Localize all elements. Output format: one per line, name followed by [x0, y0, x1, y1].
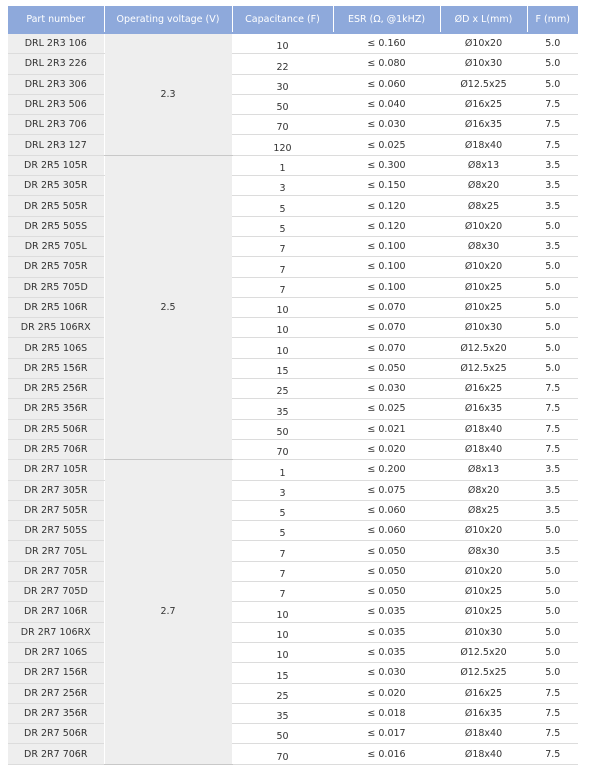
cell-capacitance: 3 [232, 176, 333, 196]
header-lead-spacing: F (mm) [527, 6, 578, 33]
cell-esr: ≤ 0.150 [333, 176, 440, 196]
cell-lead-spacing: 3.5 [527, 196, 578, 216]
header-part-number: Part number [8, 6, 104, 33]
cell-lead-spacing: 5.0 [527, 257, 578, 277]
header-esr: ESR (Ω, @1kHZ) [333, 6, 440, 33]
cell-capacitance: 10 [232, 642, 333, 662]
table-row [8, 744, 578, 764]
table-row [8, 460, 578, 480]
table-row [8, 236, 578, 256]
cell-esr: ≤ 0.018 [333, 703, 440, 723]
cell-part-number: DRL 2R3 226 [8, 54, 104, 74]
cell-dimensions: Ø10x30 [440, 54, 527, 74]
cell-part-number: DR 2R5 256R [8, 379, 104, 399]
cell-part-number: DR 2R5 356R [8, 399, 104, 419]
cell-lead-spacing: 7.5 [527, 94, 578, 114]
cell-dimensions: Ø16x35 [440, 115, 527, 135]
cell-esr: ≤ 0.025 [333, 135, 440, 155]
table-row [8, 176, 578, 196]
cell-part-number: DR 2R7 305R [8, 480, 104, 500]
cell-lead-spacing: 5.0 [527, 561, 578, 581]
cell-dimensions: Ø18x40 [440, 419, 527, 439]
cell-part-number: DRL 2R3 127 [8, 135, 104, 155]
cell-esr: ≤ 0.020 [333, 683, 440, 703]
table-row [8, 318, 578, 338]
table-header [8, 6, 578, 33]
cell-esr: ≤ 0.035 [333, 642, 440, 662]
table-row [8, 338, 578, 358]
cell-lead-spacing: 5.0 [527, 54, 578, 74]
cell-capacitance: 7 [232, 236, 333, 256]
cell-esr: ≤ 0.080 [333, 54, 440, 74]
cell-part-number: DR 2R5 506R [8, 419, 104, 439]
table-row [8, 663, 578, 683]
cell-dimensions: Ø8x13 [440, 155, 527, 175]
cell-esr: ≤ 0.030 [333, 663, 440, 683]
cell-dimensions: Ø18x40 [440, 135, 527, 155]
cell-esr: ≤ 0.050 [333, 358, 440, 378]
cell-capacitance: 7 [232, 561, 333, 581]
cell-esr: ≤ 0.050 [333, 541, 440, 561]
cell-lead-spacing: 5.0 [527, 582, 578, 602]
cell-part-number: DR 2R7 105R [8, 460, 104, 480]
cell-lead-spacing: 3.5 [527, 500, 578, 520]
table-row [8, 196, 578, 216]
cell-dimensions: Ø16x25 [440, 683, 527, 703]
cell-lead-spacing: 7.5 [527, 683, 578, 703]
cell-dimensions: Ø10x20 [440, 33, 527, 54]
table-row [8, 216, 578, 236]
cell-dimensions: Ø16x35 [440, 703, 527, 723]
cell-lead-spacing: 5.0 [527, 663, 578, 683]
cell-dimensions: Ø10x30 [440, 318, 527, 338]
cell-capacitance: 10 [232, 33, 333, 54]
cell-capacitance: 7 [232, 277, 333, 297]
cell-lead-spacing: 3.5 [527, 236, 578, 256]
cell-esr: ≤ 0.100 [333, 236, 440, 256]
cell-lead-spacing: 7.5 [527, 419, 578, 439]
table-row [8, 358, 578, 378]
cell-lead-spacing: 5.0 [527, 216, 578, 236]
cell-lead-spacing: 3.5 [527, 460, 578, 480]
cell-esr: ≤ 0.200 [333, 460, 440, 480]
cell-esr: ≤ 0.120 [333, 196, 440, 216]
cell-capacitance: 30 [232, 74, 333, 94]
cell-capacitance: 50 [232, 94, 333, 114]
cell-capacitance: 120 [232, 135, 333, 155]
table-row [8, 257, 578, 277]
cell-lead-spacing: 5.0 [527, 33, 578, 54]
cell-dimensions: Ø12.5x20 [440, 338, 527, 358]
cell-capacitance: 70 [232, 744, 333, 764]
cell-dimensions: Ø18x40 [440, 439, 527, 459]
cell-dimensions: Ø16x25 [440, 379, 527, 399]
cell-capacitance: 50 [232, 419, 333, 439]
cell-esr: ≤ 0.070 [333, 297, 440, 317]
cell-dimensions: Ø8x25 [440, 500, 527, 520]
cell-part-number: DR 2R7 356R [8, 703, 104, 723]
cell-part-number: DR 2R7 705D [8, 582, 104, 602]
cell-lead-spacing: 5.0 [527, 521, 578, 541]
cell-esr: ≤ 0.060 [333, 500, 440, 520]
cell-lead-spacing: 7.5 [527, 744, 578, 764]
cell-capacitance: 1 [232, 460, 333, 480]
cell-capacitance: 10 [232, 318, 333, 338]
cell-dimensions: Ø18x40 [440, 744, 527, 764]
table-row [8, 155, 578, 175]
table-row [8, 724, 578, 744]
cell-lead-spacing: 5.0 [527, 602, 578, 622]
cell-part-number: DR 2R5 106S [8, 338, 104, 358]
table-row [8, 480, 578, 500]
cell-part-number: DR 2R7 106RX [8, 622, 104, 642]
table-body [8, 33, 578, 764]
cell-capacitance: 1 [232, 155, 333, 175]
cell-capacitance: 25 [232, 379, 333, 399]
cell-part-number: DR 2R5 305R [8, 176, 104, 196]
cell-esr: ≤ 0.030 [333, 379, 440, 399]
cell-part-number: DR 2R5 106R [8, 297, 104, 317]
cell-lead-spacing: 5.0 [527, 338, 578, 358]
table-row [8, 379, 578, 399]
table-row [8, 622, 578, 642]
cell-capacitance: 10 [232, 622, 333, 642]
cell-esr: ≤ 0.025 [333, 399, 440, 419]
cell-esr: ≤ 0.100 [333, 277, 440, 297]
cell-dimensions: Ø8x30 [440, 541, 527, 561]
cell-capacitance: 10 [232, 297, 333, 317]
cell-dimensions: Ø12.5x25 [440, 74, 527, 94]
cell-operating-voltage: 2.5 [104, 155, 232, 459]
header-operating-voltage: Operating voltage (V) [104, 6, 232, 33]
cell-capacitance: 5 [232, 500, 333, 520]
cell-esr: ≤ 0.040 [333, 94, 440, 114]
cell-lead-spacing: 7.5 [527, 724, 578, 744]
cell-part-number: DRL 2R3 306 [8, 74, 104, 94]
cell-esr: ≤ 0.021 [333, 419, 440, 439]
cell-dimensions: Ø8x25 [440, 196, 527, 216]
cell-esr: ≤ 0.060 [333, 521, 440, 541]
table-row [8, 703, 578, 723]
cell-lead-spacing: 7.5 [527, 135, 578, 155]
cell-part-number: DR 2R7 156R [8, 663, 104, 683]
table-row [8, 419, 578, 439]
cell-part-number: DR 2R5 105R [8, 155, 104, 175]
cell-esr: ≤ 0.050 [333, 561, 440, 581]
cell-capacitance: 25 [232, 683, 333, 703]
cell-lead-spacing: 3.5 [527, 480, 578, 500]
spec-table [8, 6, 578, 765]
table-row [8, 54, 578, 74]
cell-dimensions: Ø10x20 [440, 561, 527, 581]
cell-capacitance: 3 [232, 480, 333, 500]
cell-operating-voltage: 2.3 [104, 33, 232, 155]
cell-capacitance: 70 [232, 439, 333, 459]
table-row [8, 500, 578, 520]
cell-lead-spacing: 5.0 [527, 622, 578, 642]
cell-esr: ≤ 0.300 [333, 155, 440, 175]
cell-part-number: DRL 2R3 506 [8, 94, 104, 114]
cell-part-number: DR 2R5 505S [8, 216, 104, 236]
cell-part-number: DR 2R5 705L [8, 236, 104, 256]
table-row [8, 439, 578, 459]
table-row [8, 521, 578, 541]
cell-dimensions: Ø12.5x25 [440, 663, 527, 683]
cell-part-number: DR 2R5 156R [8, 358, 104, 378]
cell-lead-spacing: 7.5 [527, 115, 578, 135]
cell-capacitance: 7 [232, 257, 333, 277]
cell-lead-spacing: 7.5 [527, 379, 578, 399]
cell-esr: ≤ 0.070 [333, 318, 440, 338]
cell-capacitance: 70 [232, 115, 333, 135]
cell-part-number: DR 2R5 505R [8, 196, 104, 216]
table-row [8, 277, 578, 297]
cell-lead-spacing: 5.0 [527, 358, 578, 378]
header-capacitance: Capacitance (F) [232, 6, 333, 33]
cell-part-number: DR 2R7 705R [8, 561, 104, 581]
cell-dimensions: Ø12.5x25 [440, 358, 527, 378]
cell-part-number: DR 2R7 705L [8, 541, 104, 561]
cell-dimensions: Ø10x25 [440, 277, 527, 297]
table-row [8, 561, 578, 581]
table-row [8, 582, 578, 602]
table-row [8, 541, 578, 561]
cell-capacitance: 35 [232, 703, 333, 723]
table-row [8, 33, 578, 54]
cell-capacitance: 15 [232, 663, 333, 683]
cell-lead-spacing: 7.5 [527, 439, 578, 459]
cell-dimensions: Ø10x30 [440, 622, 527, 642]
cell-esr: ≤ 0.160 [333, 33, 440, 54]
cell-capacitance: 7 [232, 582, 333, 602]
cell-dimensions: Ø16x35 [440, 399, 527, 419]
cell-dimensions: Ø8x13 [440, 460, 527, 480]
cell-lead-spacing: 7.5 [527, 703, 578, 723]
cell-part-number: DR 2R7 505S [8, 521, 104, 541]
table-row [8, 602, 578, 622]
table-row [8, 115, 578, 135]
cell-dimensions: Ø10x25 [440, 297, 527, 317]
table-row [8, 297, 578, 317]
cell-lead-spacing: 3.5 [527, 541, 578, 561]
table-row [8, 94, 578, 114]
cell-esr: ≤ 0.060 [333, 74, 440, 94]
cell-part-number: DRL 2R3 706 [8, 115, 104, 135]
cell-capacitance: 22 [232, 54, 333, 74]
cell-capacitance: 10 [232, 338, 333, 358]
cell-lead-spacing: 3.5 [527, 176, 578, 196]
cell-part-number: DR 2R7 256R [8, 683, 104, 703]
cell-esr: ≤ 0.035 [333, 602, 440, 622]
cell-esr: ≤ 0.100 [333, 257, 440, 277]
cell-part-number: DR 2R5 106RX [8, 318, 104, 338]
cell-esr: ≤ 0.050 [333, 582, 440, 602]
cell-capacitance: 5 [232, 521, 333, 541]
cell-lead-spacing: 5.0 [527, 297, 578, 317]
cell-dimensions: Ø8x20 [440, 480, 527, 500]
cell-esr: ≤ 0.075 [333, 480, 440, 500]
cell-capacitance: 10 [232, 602, 333, 622]
cell-capacitance: 35 [232, 399, 333, 419]
cell-esr: ≤ 0.070 [333, 338, 440, 358]
table-row [8, 399, 578, 419]
table-row [8, 642, 578, 662]
cell-capacitance: 15 [232, 358, 333, 378]
cell-esr: ≤ 0.016 [333, 744, 440, 764]
cell-dimensions: Ø10x25 [440, 602, 527, 622]
cell-esr: ≤ 0.017 [333, 724, 440, 744]
cell-capacitance: 5 [232, 216, 333, 236]
cell-dimensions: Ø8x30 [440, 236, 527, 256]
cell-lead-spacing: 5.0 [527, 74, 578, 94]
cell-lead-spacing: 7.5 [527, 399, 578, 419]
cell-lead-spacing: 5.0 [527, 277, 578, 297]
cell-part-number: DR 2R7 106S [8, 642, 104, 662]
cell-dimensions: Ø16x25 [440, 94, 527, 114]
cell-capacitance: 50 [232, 724, 333, 744]
table-row [8, 683, 578, 703]
cell-capacitance: 7 [232, 541, 333, 561]
cell-part-number: DR 2R7 106R [8, 602, 104, 622]
header-row [8, 6, 578, 33]
cell-dimensions: Ø10x20 [440, 257, 527, 277]
table-row [8, 135, 578, 155]
cell-lead-spacing: 3.5 [527, 155, 578, 175]
header-dimensions: ØD x L(mm) [440, 6, 527, 33]
cell-part-number: DR 2R5 705D [8, 277, 104, 297]
cell-dimensions: Ø18x40 [440, 724, 527, 744]
cell-part-number: DR 2R5 705R [8, 257, 104, 277]
cell-esr: ≤ 0.030 [333, 115, 440, 135]
cell-capacitance: 5 [232, 196, 333, 216]
cell-dimensions: Ø12.5x20 [440, 642, 527, 662]
cell-dimensions: Ø8x20 [440, 176, 527, 196]
cell-part-number: DR 2R7 506R [8, 724, 104, 744]
cell-lead-spacing: 5.0 [527, 318, 578, 338]
cell-part-number: DR 2R5 706R [8, 439, 104, 459]
table-row [8, 74, 578, 94]
cell-esr: ≤ 0.035 [333, 622, 440, 642]
cell-esr: ≤ 0.120 [333, 216, 440, 236]
cell-operating-voltage: 2.7 [104, 460, 232, 764]
cell-lead-spacing: 5.0 [527, 642, 578, 662]
cell-dimensions: Ø10x25 [440, 582, 527, 602]
cell-dimensions: Ø10x20 [440, 521, 527, 541]
cell-part-number: DR 2R7 505R [8, 500, 104, 520]
cell-part-number: DR 2R7 706R [8, 744, 104, 764]
cell-esr: ≤ 0.020 [333, 439, 440, 459]
cell-part-number: DRL 2R3 106 [8, 33, 104, 54]
cell-dimensions: Ø10x20 [440, 216, 527, 236]
